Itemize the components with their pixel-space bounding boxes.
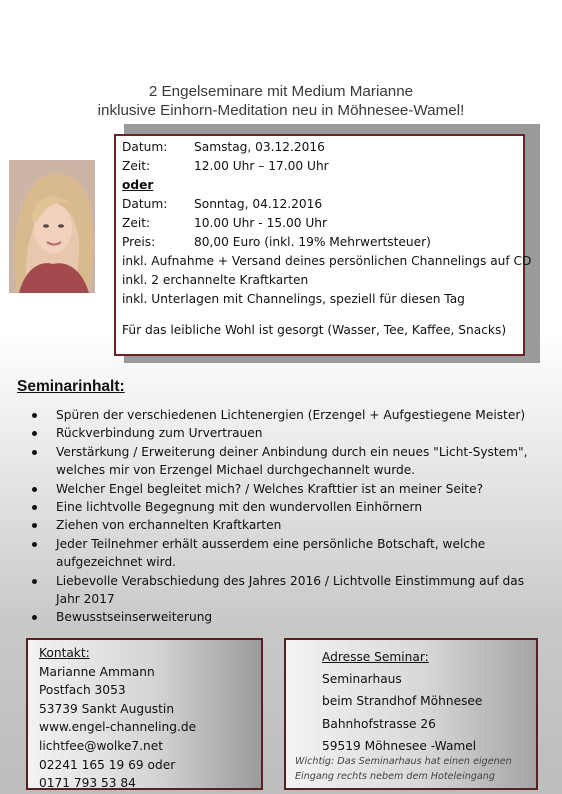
address-venue: Seminarhaus (322, 672, 402, 687)
list-item: Liebevolle Verabschiedung des Jahres 2016 / Lichtvolle Einstimmung auf das Jahr 2017 (30, 572, 550, 609)
portrait-photo (9, 160, 95, 293)
title-line-2: inklusive Einhorn-Meditation neu in Möhnesee-Wamel! (97, 102, 465, 119)
inclusion-cards: inkl. 2 erchannelte Kraftkarten (122, 273, 309, 287)
inclusion-documents: inkl. Unterlagen mit Channelings, speziell für diesen Tag (122, 292, 465, 306)
list-item: Jeder Teilnehmer erhält ausserdem eine persönliche Botschaft, welche aufgezeichnet wird. (30, 535, 550, 572)
date-label: Datum: (122, 140, 168, 154)
address-city: 59519 Möhnesee -Wamel (322, 738, 477, 753)
contact-phone-2: 0171 793 53 84 (39, 776, 136, 791)
contact-email-link[interactable]: lichtfee@wolke7.net (39, 738, 164, 753)
contact-name: Marianne Ammann (39, 664, 155, 679)
date-value: Sonntag, 04.12.2016 (194, 197, 323, 211)
section-heading-content: Seminarinhalt: (17, 378, 125, 395)
price-label: Preis: (122, 235, 156, 249)
or-separator: oder (122, 178, 154, 192)
contact-heading: Kontakt: (39, 646, 90, 660)
list-item: Eine lichtvolle Begegnung mit den wundervollen Einhörnern (30, 498, 550, 516)
address-street: Bahnhofstrasse 26 (322, 716, 436, 731)
time-value: 12.00 Uhr – 17.00 Uhr (194, 159, 329, 173)
list-item: Welcher Engel begleitet mich? / Welches Krafttier ist an meiner Seite? (30, 480, 550, 498)
catering-note: Für das leibliche Wohl ist gesorgt (Wasser, Tee, Kaffee, Snacks) (122, 323, 507, 337)
date-row-1 (122, 138, 523, 157)
list-item: Ziehen von erchannelten Kraftkarten (30, 516, 550, 534)
inclusion-cd: inkl. Aufnahme + Versand deines persönlichen Channelings auf CD (122, 254, 532, 268)
list-item: Spüren der verschiedenen Lichtenergien (Erzengel + Aufgestiegene Meister) (30, 406, 550, 424)
price-row (122, 233, 523, 252)
address-lines (322, 646, 482, 757)
seminar-info-box (114, 134, 532, 356)
contact-postbox: Postfach 3053 (39, 683, 126, 698)
time-row-2 (122, 214, 523, 233)
contact-city: 53739 Sankt Augustin (39, 701, 175, 716)
date-label: Datum: (122, 197, 168, 211)
seminar-address-box (284, 638, 538, 790)
address-heading: Adresse Seminar: (322, 650, 429, 664)
address-line-2: beim Strandhof Möhnesee (322, 694, 483, 709)
contact-website-link[interactable]: www.engel-channeling.de (39, 720, 197, 735)
entrance-note-line-1: Wichtig: Das Seminarhaus hat einen eigenen (295, 756, 512, 767)
time-value: 10.00 Uhr - 15.00 Uhr (194, 216, 327, 230)
list-item: Verstärkung / Erweiterung deiner Anbindung durch ein neues "Licht-System", welches mir von Erzengel Michael durchgechannelt wurde. (30, 443, 550, 480)
list-item: Bewusstseinserweiterung (30, 608, 550, 626)
contact-box (26, 638, 263, 790)
contact-phone-1: 02241 165 19 69 oder (39, 757, 176, 772)
entrance-note (295, 754, 512, 784)
date-value: Samstag, 03.12.2016 (194, 140, 325, 154)
entrance-note-line-2: Eingang rechts nebem dem Hoteleingang (295, 771, 495, 782)
date-row-2 (122, 195, 523, 214)
price-value: 80,00 Euro (inkl. 19% Mehrwertsteuer) (194, 235, 431, 249)
spacer (122, 309, 523, 321)
time-row-1 (122, 157, 523, 176)
page-title (0, 82, 562, 120)
list-item: Rückverbindung zum Urvertrauen (30, 424, 550, 442)
title-line-1: 2 Engelseminare mit Medium Marianne (148, 83, 414, 100)
time-label: Zeit: (122, 216, 151, 230)
content-list (30, 406, 550, 627)
time-label: Zeit: (122, 159, 151, 173)
